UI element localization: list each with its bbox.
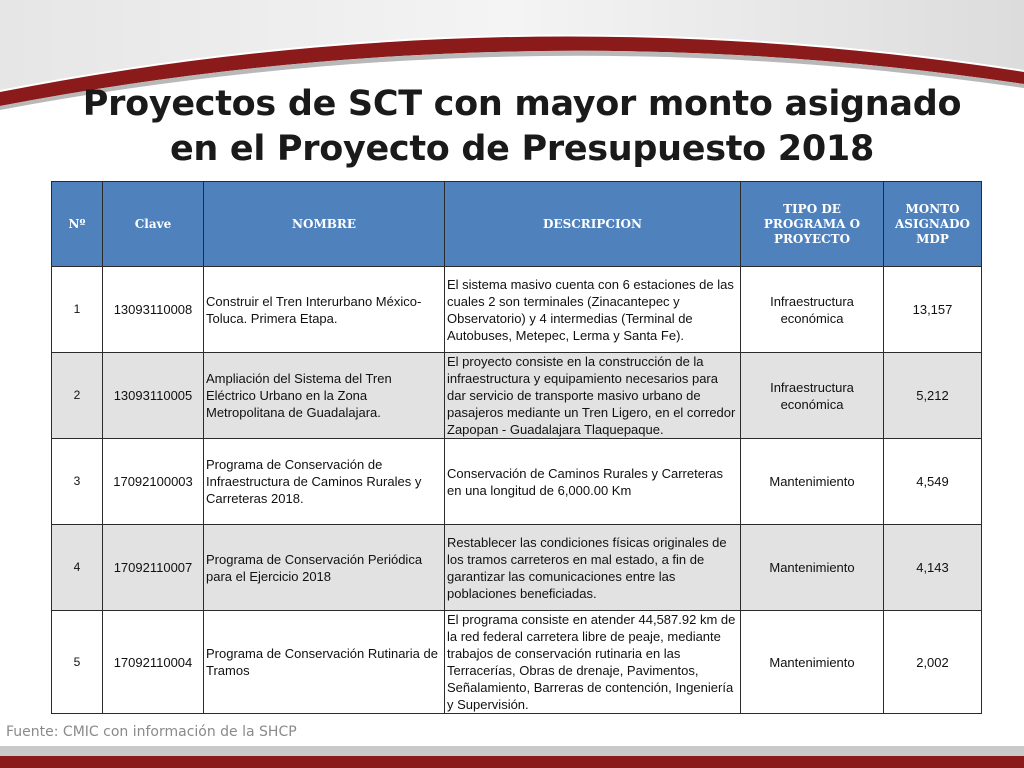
column-header-clave: Clave xyxy=(103,182,204,267)
column-header-nombre: NOMBRE xyxy=(204,182,445,267)
row-clave: 13093110008 xyxy=(103,267,204,353)
row-tipo: Mantenimiento xyxy=(741,525,884,611)
row-number: 1 xyxy=(52,267,103,353)
row-clave: 17092100003 xyxy=(103,439,204,525)
row-nombre: Programa de Conservación Periódica para el Ejercicio 2018 xyxy=(204,525,445,611)
column-header-monto: MONTO ASIGNADO MDP xyxy=(884,182,982,267)
row-descripcion: Restablecer las condiciones físicas originales de los tramos carreteros en mal estado, a fin de garantizar las comunicaciones entre las poblaciones beneficiadas. xyxy=(445,525,741,611)
table-row xyxy=(52,353,982,439)
row-descripcion: El programa consiste en atender 44,587.92 km de la red federal carretera libre de peaje, mediante trabajos de conservación rutinaria en las Terracerías, Obras de drenaje, Pavimentos, Señalamiento, Barreras de contención, Ingeniería y Supervisión. xyxy=(445,611,741,714)
row-descripcion: El proyecto consiste en la construcción de la infraestructura y equipamiento necesarios para dar servicio de transporte masivo urbano de pasajeros mediante un Tren Ligero, en el corredor Zapopan - Guadalajara Tlaquepaque. xyxy=(445,353,741,439)
row-number: 4 xyxy=(52,525,103,611)
row-tipo: Infraestructura económica xyxy=(741,267,884,353)
table-row xyxy=(52,611,982,714)
row-tipo: Mantenimiento xyxy=(741,439,884,525)
projects-table xyxy=(51,181,982,714)
table-row xyxy=(52,439,982,525)
row-monto: 5,212 xyxy=(884,353,982,439)
row-nombre: Construir el Tren Interurbano México-Toluca. Primera Etapa. xyxy=(204,267,445,353)
row-monto: 4,143 xyxy=(884,525,982,611)
row-number: 3 xyxy=(52,439,103,525)
title-line-2: en el Proyecto de Presupuesto 2018 xyxy=(169,129,875,169)
row-nombre: Programa de Conservación de Infraestructura de Caminos Rurales y Carreteras 2018. xyxy=(204,439,445,525)
title-line-1: Proyectos de SCT con mayor monto asignado xyxy=(82,84,962,124)
column-header-descripcion: DESCRIPCION xyxy=(445,182,741,267)
table-row xyxy=(52,267,982,353)
column-header-tipo: TIPO DE PROGRAMA O PROYECTO xyxy=(741,182,884,267)
table-row xyxy=(52,525,982,611)
row-clave: 17092110007 xyxy=(103,525,204,611)
row-descripcion: Conservación de Caminos Rurales y Carreteras en una longitud de 6,000.00 Km xyxy=(445,439,741,525)
bottom-band-decoration xyxy=(0,746,1024,768)
column-header-num: Nº xyxy=(52,182,103,267)
row-tipo: Infraestructura económica xyxy=(741,353,884,439)
row-number: 5 xyxy=(52,611,103,714)
row-monto: 13,157 xyxy=(884,267,982,353)
row-tipo: Mantenimiento xyxy=(741,611,884,714)
row-nombre: Ampliación del Sistema del Tren Eléctrico Urbano en la Zona Metropolitana de Guadalajara. xyxy=(204,353,445,439)
row-nombre: Programa de Conservación Rutinaria de Tramos xyxy=(204,611,445,714)
row-monto: 4,549 xyxy=(884,439,982,525)
source-footnote: Fuente: CMIC con información de la SHCP xyxy=(6,724,297,740)
row-clave: 13093110005 xyxy=(103,353,204,439)
row-descripcion: El sistema masivo cuenta con 6 estaciones de las cuales 2 son terminales (Zinacantepec y Observatorio) y 4 intermedias (Terminal de Autobuses, Metepec, Lerma y Santa Fe). xyxy=(445,267,741,353)
page-title xyxy=(40,82,1004,172)
row-number: 2 xyxy=(52,353,103,439)
row-clave: 17092110004 xyxy=(103,611,204,714)
table-header-row xyxy=(52,182,982,267)
row-monto: 2,002 xyxy=(884,611,982,714)
